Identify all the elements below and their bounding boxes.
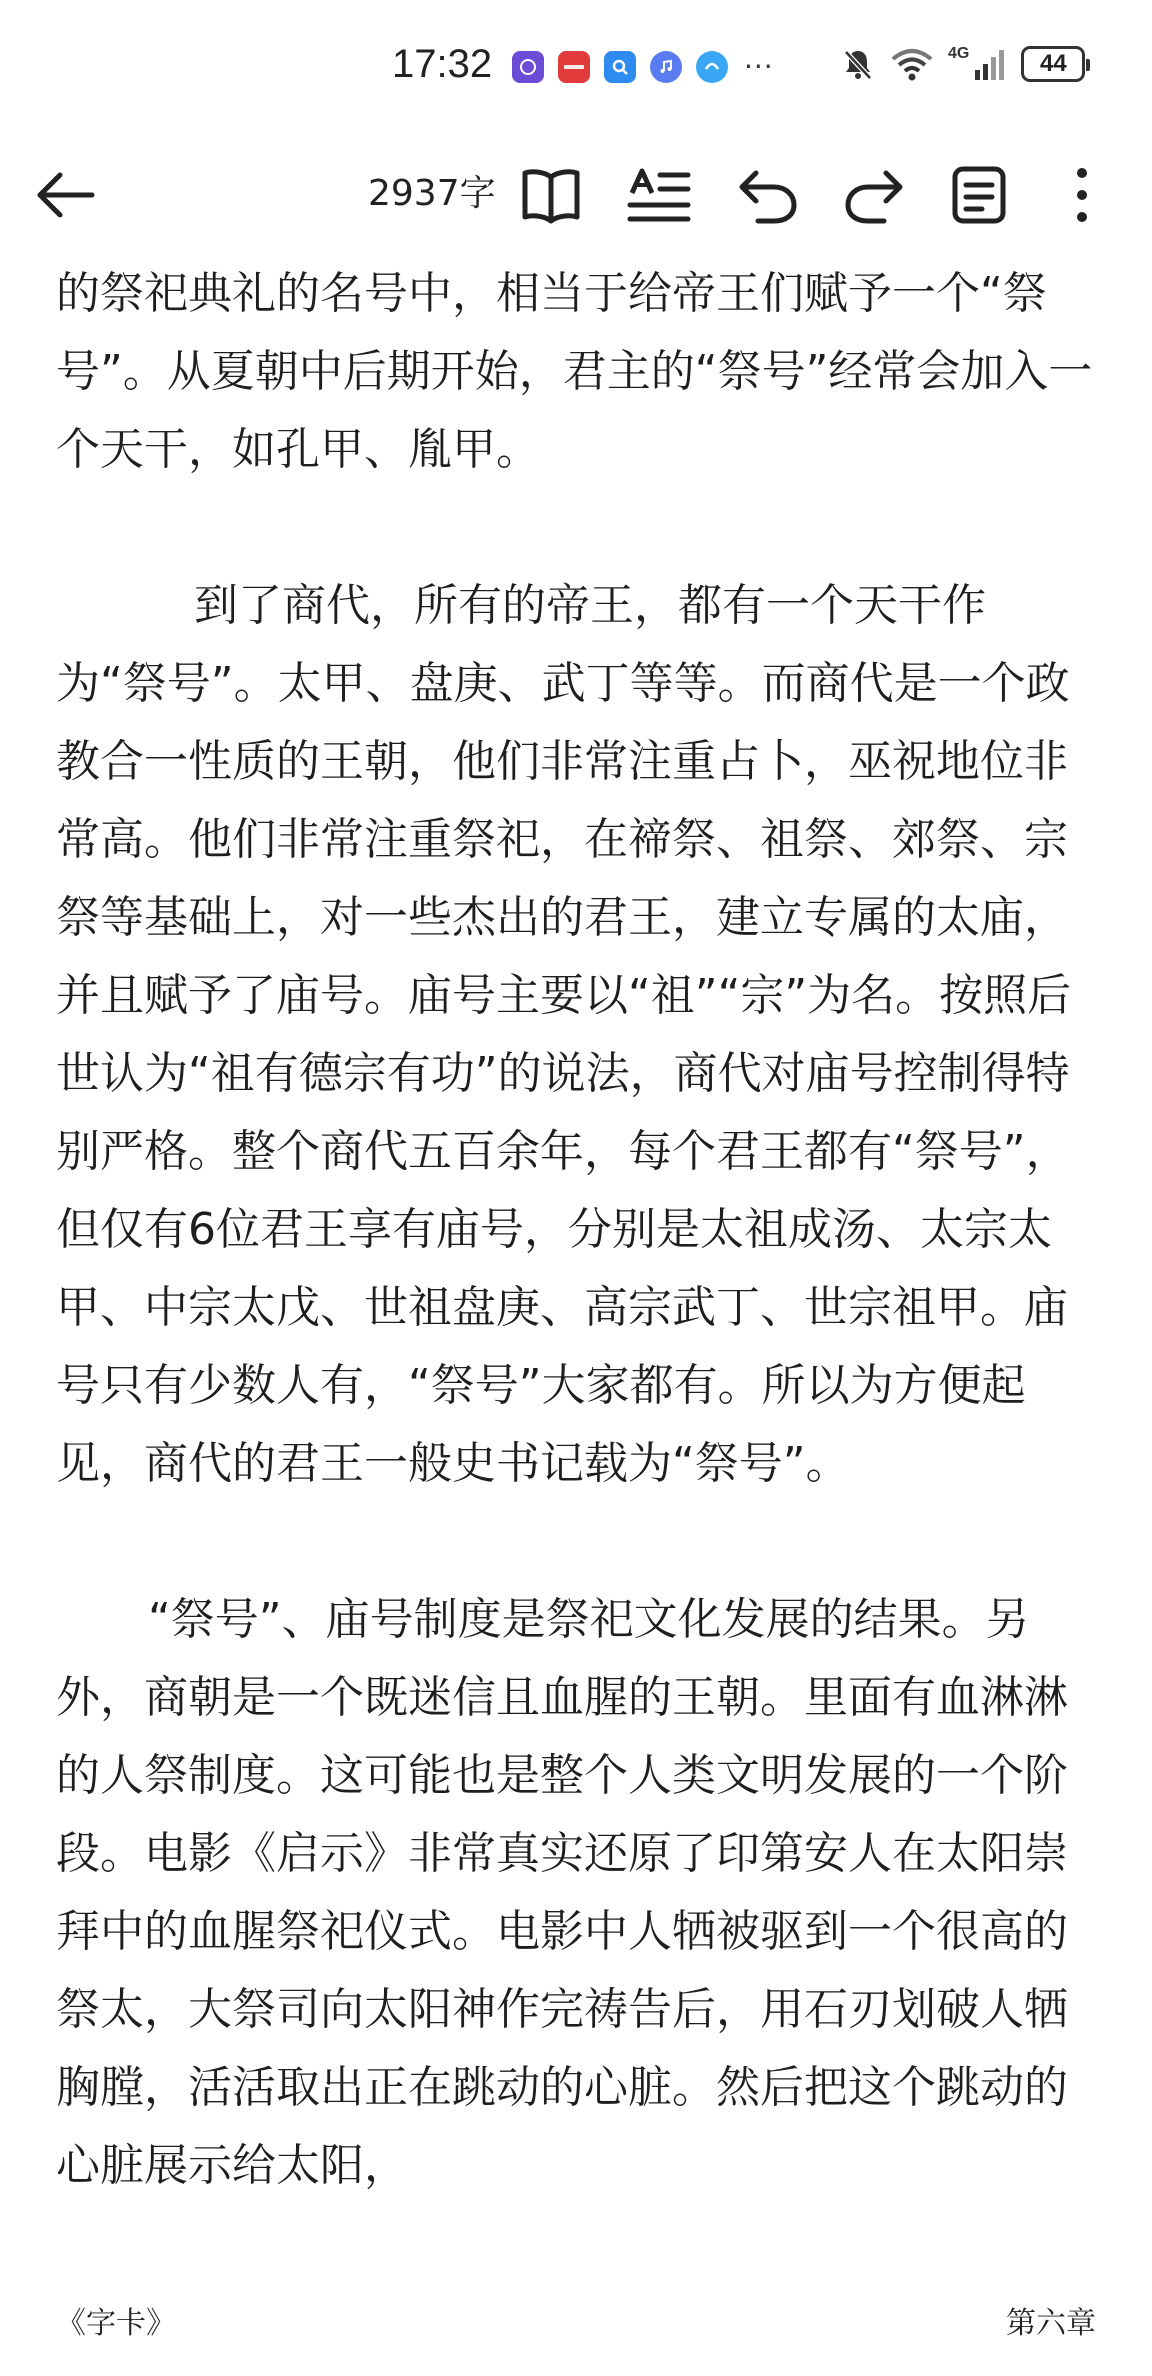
reader-toolbar [0, 140, 1152, 250]
browser-notification-icon [696, 51, 728, 83]
notification-icons [512, 50, 774, 83]
reading-content [56, 255, 1096, 2205]
status-time: 17:32 [392, 42, 493, 86]
music-notification-icon [650, 51, 682, 83]
redo-icon [842, 165, 908, 225]
more-notifications-icon: ··· [744, 50, 774, 83]
huawei-notification-icon [558, 51, 590, 83]
chapter-label: 第六章 [1006, 2306, 1096, 2341]
undo-button[interactable] [732, 160, 802, 230]
wifi-icon [890, 47, 934, 81]
network-type-label: 4G [948, 45, 970, 62]
battery-icon [1021, 46, 1085, 82]
back-arrow-icon [32, 160, 102, 230]
text-format-icon [626, 165, 692, 225]
paragraph-1: 的祭祀典礼的名号中，相当于给帝王们赋予一个“祭号”。从夏朝中后期开始，君主的“祭号”经常会加入一个天干，如孔甲、胤甲。 [56, 268, 1093, 475]
undo-icon [734, 165, 800, 225]
mute-bell-icon [840, 46, 876, 82]
back-button[interactable] [32, 160, 102, 230]
book-button[interactable] [516, 160, 586, 230]
more-options-button[interactable] [1052, 160, 1112, 230]
battery-level: 44 [1039, 50, 1067, 77]
book-icon [519, 165, 583, 225]
paragraph-3: “祭号”、庙号制度是祭祀文化发展的结果。另外，商朝是一个既迷信且血腥的王朝。里面有血淋淋的人祭制度。这可能也是整个人类文明发展的一个阶段。电影《启示》非常真实还原了印第安人在太阳崇拜中的血腥祭祀仪式。电影中人牺被驱到一个很高的祭太，大祭司向太阳神作完祷告后，用石刃划破人牺胸膛，活活取出正在跳动的心脏。然后把这个跳动的心脏展示给太阳， [56, 1594, 1068, 2191]
app-notification-icon [512, 51, 544, 83]
paragraph-2: 到了商代，所有的帝王，都有一个天干作为“祭号”。太甲、盘庚、武丁等等。而商代是一个政教合一性质的王朝，他们非常注重占卜，巫祝地位非常高。他们非常注重祭祀，在禘祭、祖祭、郊祭、宗祭等基础上，对一些杰出的君王，建立专属的太庙，并且赋予了庙号。庙号主要以“祖”“宗”为名。按照后世认为“祖有德宗有功”的说法，商代对庙号控制得特别严格。整个商代五百余年，每个君王都有“祭号”，但仅有6位君王享有庙号，分别是太祖成汤、太宗太甲、中宗太戊、世祖盘庚、高宗武丁、世宗祖甲。庙号只有少数人有，“祭号”大家都有。所以为方便起见，商代的君王一般史书记载为“祭号”。 [56, 580, 1072, 1489]
notes-icon [949, 163, 1009, 227]
text-format-button[interactable] [624, 160, 694, 230]
more-vertical-icon [1072, 165, 1092, 225]
system-icons [840, 46, 1085, 82]
status-bar [0, 0, 1152, 130]
search-notification-icon [604, 51, 636, 83]
book-title: 《字卡》 [56, 2306, 176, 2341]
redo-button[interactable] [840, 160, 910, 230]
notes-button[interactable] [944, 160, 1014, 230]
word-count: 2937字 [368, 173, 496, 214]
signal-icon [973, 46, 1007, 82]
